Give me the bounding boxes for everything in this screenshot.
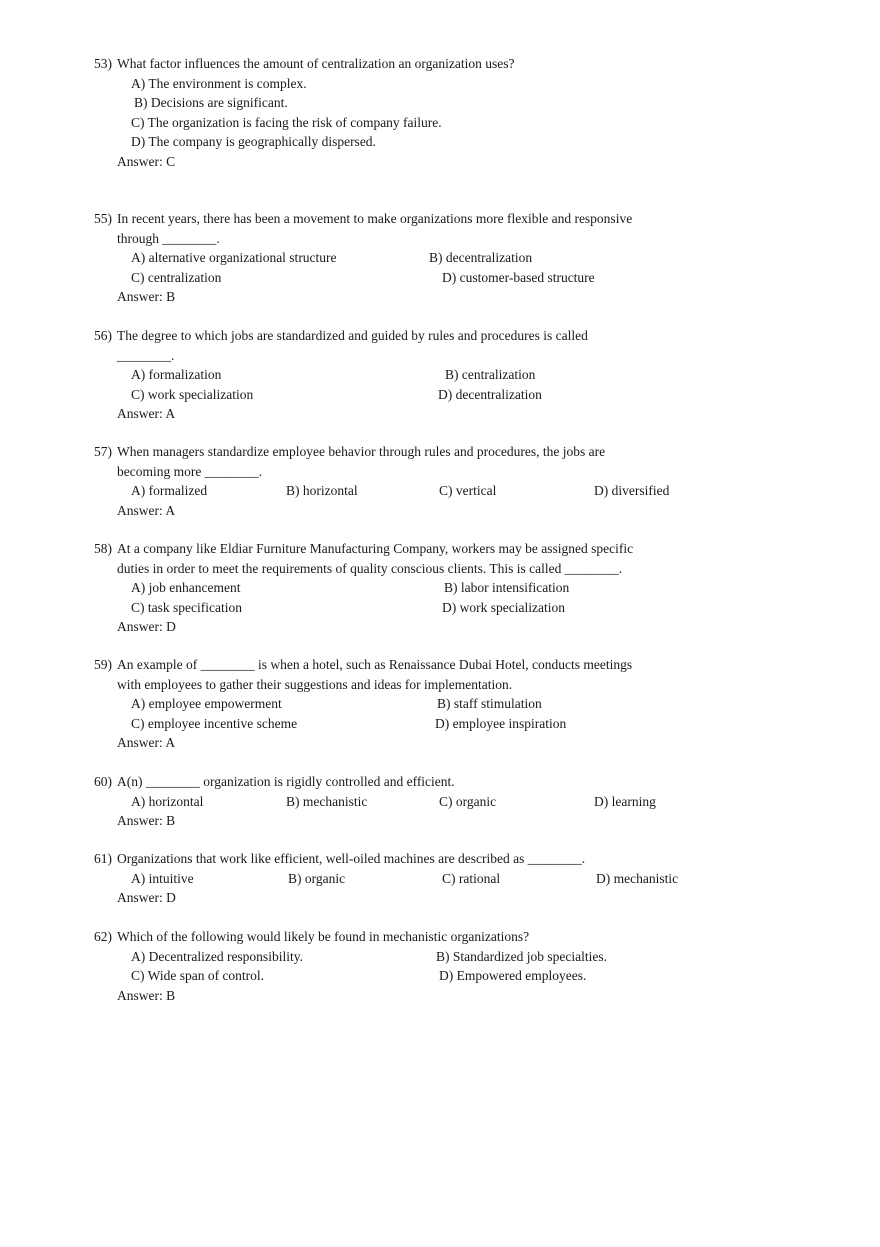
answer: Answer: A bbox=[117, 406, 176, 421]
option-d: D) decentralization bbox=[438, 386, 542, 402]
question-number: 53) bbox=[94, 56, 112, 71]
question-text: with employees to gather their suggestions and ideas for implementation. bbox=[117, 676, 513, 692]
question-number: 58) bbox=[94, 541, 112, 556]
option-b: B) mechanistic bbox=[286, 793, 368, 809]
question-number: 60) bbox=[94, 774, 112, 789]
answer: Answer: C bbox=[117, 153, 176, 169]
question-number: 55) bbox=[94, 211, 112, 226]
question-number: 57) bbox=[94, 444, 112, 459]
question-57 bbox=[94, 442, 794, 520]
question-text: At a company like Eldiar Furniture Manufacturing Company, workers may be assigned specific bbox=[117, 541, 634, 556]
option-b: B) Decisions are significant. bbox=[134, 95, 288, 110]
option-d: D) employee inspiration bbox=[435, 715, 567, 731]
option-d: D) Empowered employees. bbox=[439, 968, 587, 983]
question-number: 59) bbox=[94, 657, 112, 672]
option-c: C) organic bbox=[439, 793, 497, 809]
question-text: duties in order to meet the requirements of quality conscious clients. This is called ________. bbox=[117, 560, 623, 576]
answer: Answer: D bbox=[117, 890, 176, 905]
option-a: A) alternative organizational structure bbox=[131, 250, 337, 265]
option-d: D) customer-based structure bbox=[442, 269, 595, 285]
option-b: B) horizontal bbox=[286, 483, 358, 498]
question-text: Organizations that work like efficient, well-oiled machines are described as ________. bbox=[117, 851, 586, 866]
option-c: C) work specialization bbox=[131, 386, 254, 402]
option-a: A) formalized bbox=[131, 483, 208, 498]
option-d: D) learning bbox=[594, 793, 656, 809]
question-58 bbox=[94, 539, 794, 637]
option-d: D) work specialization bbox=[442, 599, 565, 615]
option-d: D) diversified bbox=[594, 483, 670, 498]
question-53 bbox=[94, 54, 794, 171]
question-61 bbox=[94, 849, 794, 908]
answer: Answer: B bbox=[117, 987, 176, 1003]
option-c: C) Wide span of control. bbox=[131, 968, 265, 983]
answer: Answer: B bbox=[117, 289, 176, 304]
question-text: ________. bbox=[117, 347, 175, 363]
option-b: B) staff stimulation bbox=[437, 696, 542, 711]
option-a: A) The environment is complex. bbox=[131, 75, 307, 91]
option-b: B) centralization bbox=[445, 367, 536, 382]
answer: Answer: B bbox=[117, 813, 176, 828]
option-a: A) horizontal bbox=[131, 793, 204, 809]
option-c: C) vertical bbox=[439, 483, 497, 498]
question-60 bbox=[94, 772, 794, 831]
question-55 bbox=[94, 209, 794, 307]
question-text: becoming more ________. bbox=[117, 463, 263, 479]
question-56 bbox=[94, 326, 794, 424]
option-a: A) Decentralized responsibility. bbox=[131, 948, 303, 964]
option-a: A) formalization bbox=[131, 367, 222, 382]
option-b: B) decentralization bbox=[429, 250, 533, 265]
question-text: In recent years, there has been a movement to make organizations more flexible and responsive bbox=[117, 211, 633, 226]
option-c: C) employee incentive scheme bbox=[131, 715, 298, 731]
question-text: through ________. bbox=[117, 230, 220, 246]
option-b: B) organic bbox=[288, 870, 346, 886]
question-text: The degree to which jobs are standardized and guided by rules and procedures is called bbox=[117, 328, 588, 343]
answer: Answer: A bbox=[117, 735, 176, 750]
question-text: A(n) ________ organization is rigidly controlled and efficient. bbox=[117, 774, 455, 789]
option-a: A) employee empowerment bbox=[131, 696, 282, 711]
option-c: C) task specification bbox=[131, 599, 242, 615]
answer: Answer: A bbox=[117, 502, 176, 518]
question-text: Which of the following would likely be found in mechanistic organizations? bbox=[117, 929, 530, 944]
question-number: 56) bbox=[94, 328, 112, 343]
question-text: An example of ________ is when a hotel, such as Renaissance Dubai Hotel, conducts meetings bbox=[117, 657, 633, 672]
question-62 bbox=[94, 927, 794, 1005]
answer: Answer: D bbox=[117, 619, 176, 634]
option-a: A) job enhancement bbox=[131, 580, 241, 595]
question-text: When managers standardize employee behavior through rules and procedures, the jobs are bbox=[117, 444, 606, 459]
option-d: D) The company is geographically dispersed. bbox=[131, 134, 376, 149]
option-d: D) mechanistic bbox=[596, 870, 679, 886]
option-c: C) centralization bbox=[131, 269, 222, 285]
option-c: C) The organization is facing the risk of company failure. bbox=[131, 114, 442, 130]
question-59 bbox=[94, 655, 794, 753]
option-a: A) intuitive bbox=[131, 870, 194, 886]
option-b: B) labor intensification bbox=[444, 580, 570, 595]
option-c: C) rational bbox=[442, 870, 501, 886]
question-number: 62) bbox=[94, 929, 112, 944]
question-number: 61) bbox=[94, 851, 112, 866]
option-b: B) Standardized job specialties. bbox=[436, 948, 607, 964]
question-text: What factor influences the amount of centralization an organization uses? bbox=[117, 56, 515, 71]
